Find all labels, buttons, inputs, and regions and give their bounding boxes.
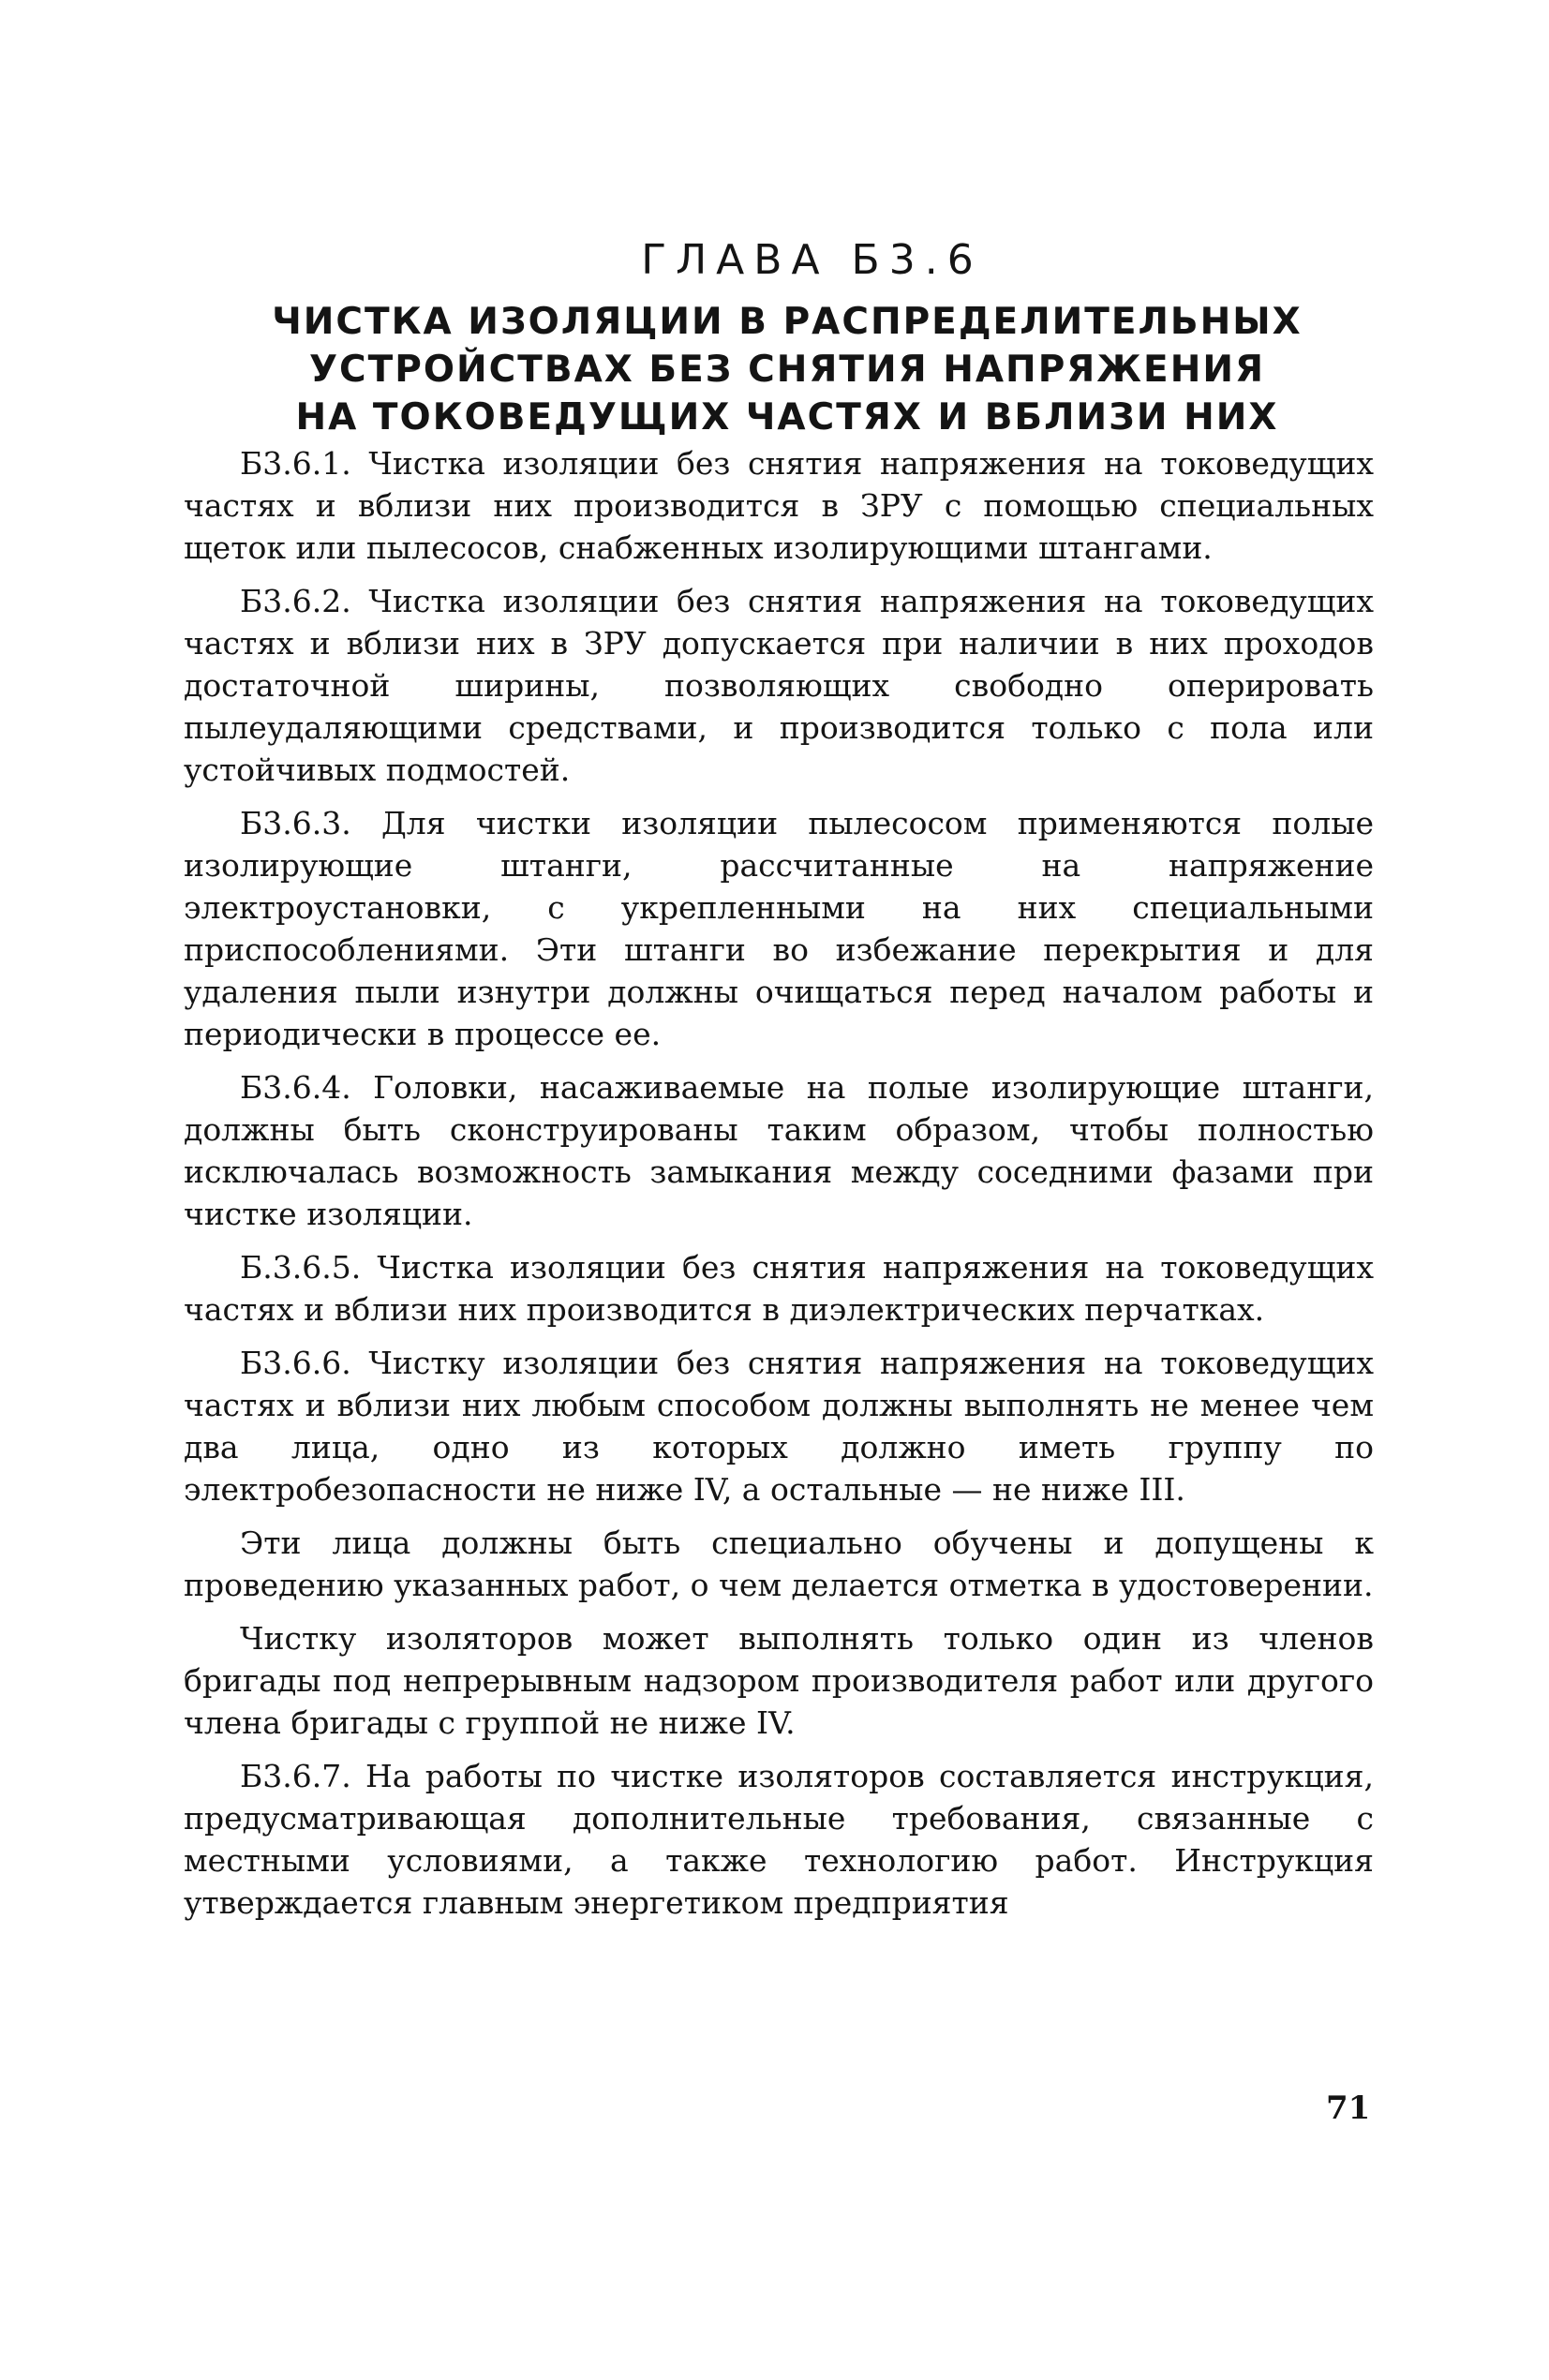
paragraph-b3-6-3: Б3.6.3. Для чистки изоляции пылесосом применяются полые изолирующие штанги, рассчитанные на напряжение электроустановки, с укрепленными на них специальными приспособлениями. Эти штанги во избежание перекрытия и для удаления пыли изнутри должны очищаться перед началом работы и периодически в процессе ее. [184, 805, 1374, 1052]
paragraph-b3-6-5: Б.3.6.5. Чистка изоляции без снятия напряжения на токоведущих частях и вблизи них производится в диэлектрических перчатках. [184, 1249, 1374, 1328]
paragraph-b3-6-1: Б3.6.1. Чистка изоляции без снятия напряжения на токоведущих частях и вблизи них производится в ЗРУ с помощью специальных щеток или пылесосов, снабженных изолирующими штангами. [184, 445, 1374, 566]
paragraph-training-note: Эти лица должны быть специально обучены и допущены к проведению указанных работ, о чем делается отметка в удостоверении. [184, 1525, 1374, 1603]
paragraph-b3-6-4: Б3.6.4. Головки, насаживаемые на полые изолирующие штанги, должны быть сконструированы таким образом, чтобы полностью исключалась возможность замыкания между соседними фазами при чистке изоляции. [184, 1069, 1374, 1232]
page-number: 71 [1326, 2090, 1371, 2127]
chapter-title-line: УСТРОЙСТВАХ БЕЗ СНЯТИЯ НАПРЯЖЕНИЯ [308, 349, 1265, 391]
paragraph-b3-6-7: Б3.6.7. На работы по чистке изоляторов составляется инструкция, предусматривающая дополнительные требования, связанные с местными условиями, а также технологию работ. Инструкция утверждается главным энергетиком предприятия [184, 1758, 1374, 1921]
chapter-heading: ГЛАВА Б3.6 [641, 236, 983, 284]
paragraph-insulator-cleaning: Чистку изоляторов может выполнять только один из членов бригады под непрерывным надзором производителя работ или другого члена бригады с группой не ниже IV. [184, 1620, 1374, 1741]
body-text [184, 442, 1374, 1935]
paragraph-b3-6-6: Б3.6.6. Чистку изоляции без снятия напряжения на токоведущих частях и вблизи них любым способом должны выполнять не менее чем два лица, одно из которых должно иметь группу по электробезопасности не ниже IV, а остальные — не ниже III. [184, 1345, 1374, 1508]
paragraph-b3-6-2: Б3.6.2. Чистка изоляции без снятия напряжения на токоведущих частях и вблизи них в ЗРУ допускается при наличии в них проходов достаточной ширины, позволяющих свободно оперировать пылеудаляющими средствами, и производится только с пола или устойчивых подмостей. [184, 583, 1374, 788]
chapter-title-line: НА ТОКОВЕДУЩИХ ЧАСТЯХ И ВБЛИЗИ НИХ [295, 396, 1279, 439]
chapter-title [187, 298, 1387, 441]
chapter-title-line: ЧИСТКА ИЗОЛЯЦИИ В РАСПРЕДЕЛИТЕЛЬНЫХ [272, 301, 1303, 343]
